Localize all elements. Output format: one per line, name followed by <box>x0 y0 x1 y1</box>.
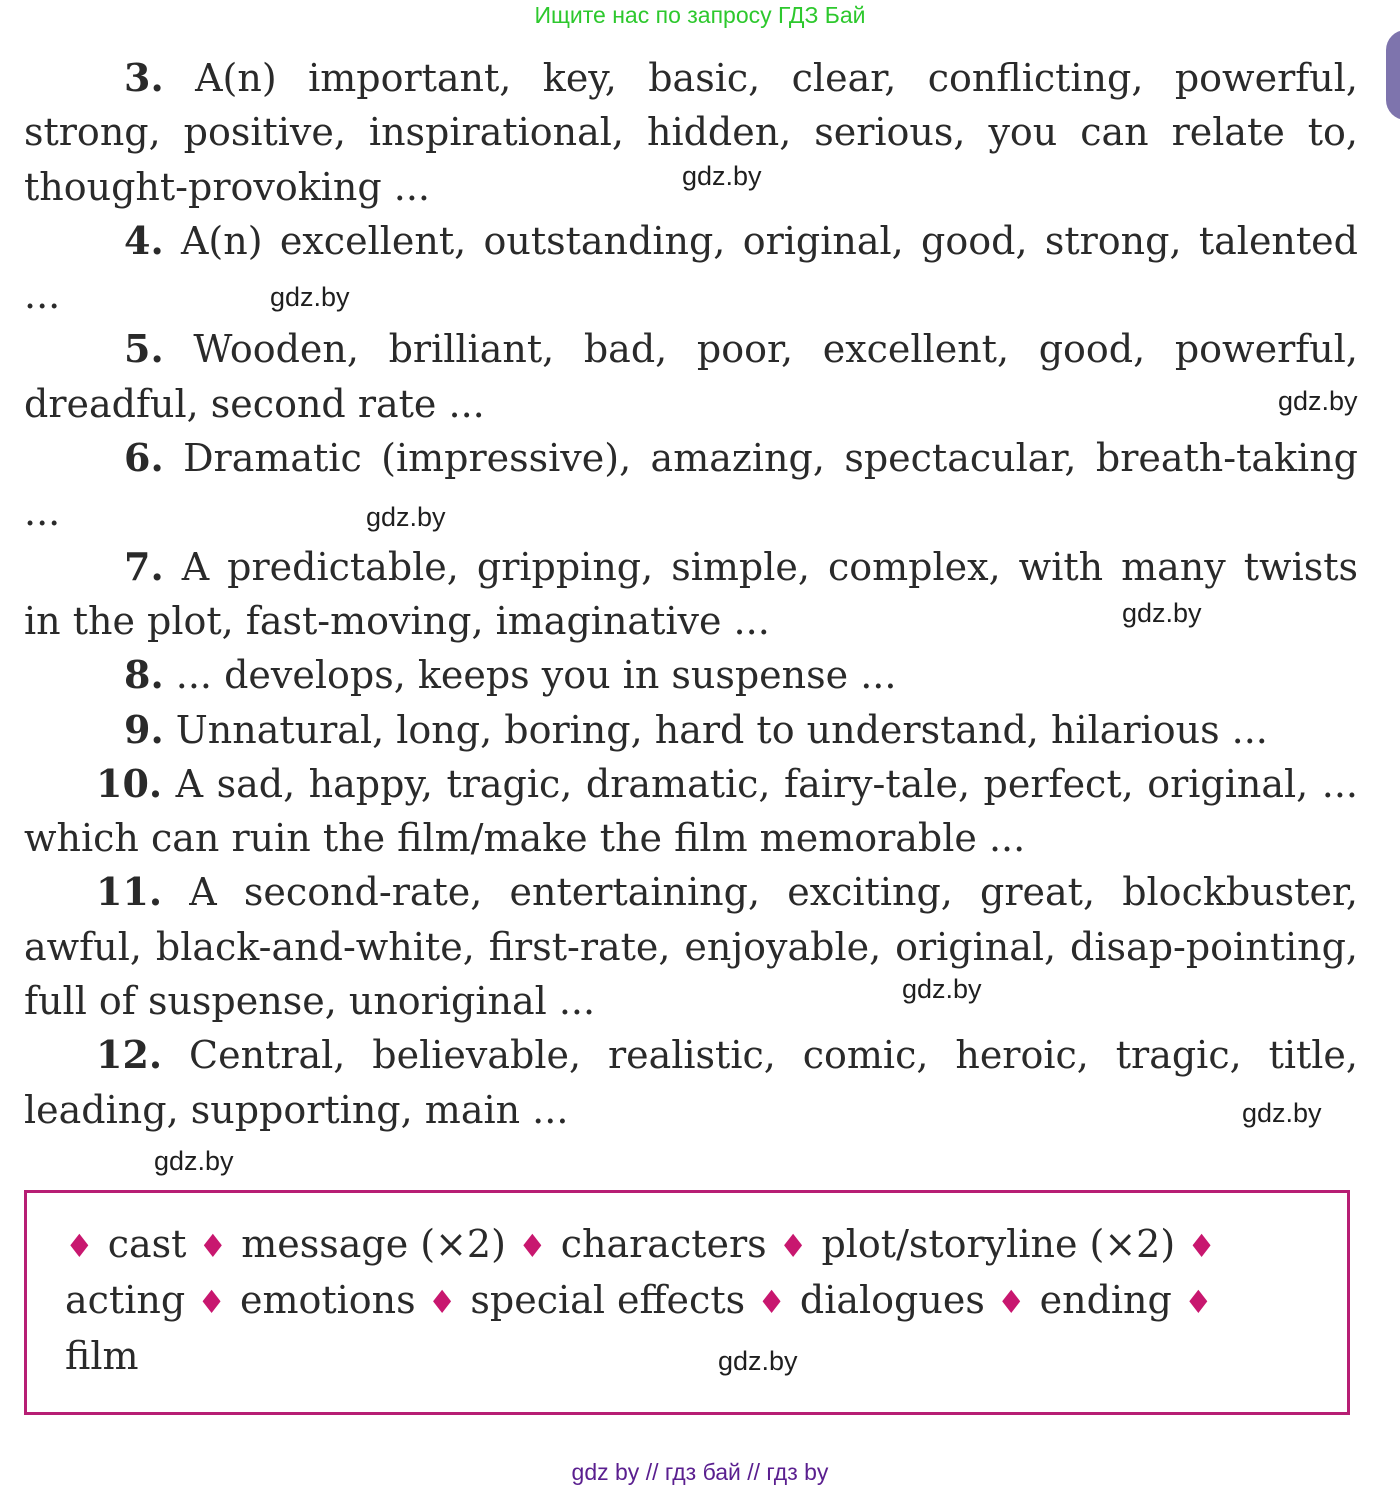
word-box-item: characters <box>560 1222 767 1266</box>
word-list <box>65 1217 1317 1383</box>
item-text: Dramatic (impressive), amazing, spectacular, breath-taking ... <box>24 436 1358 535</box>
footer-links: gdz by // гдз бай // гдз by <box>571 1459 829 1485</box>
exercise-answers <box>24 51 1358 1137</box>
answer-item-4 <box>24 214 1358 323</box>
item-text: ... develops, keeps you in suspense ... <box>163 653 897 698</box>
watermark: gdz.by <box>682 161 762 191</box>
diamond-bullet-icon: ♦ <box>996 1283 1026 1321</box>
item-number: 11. <box>96 869 163 915</box>
word-box-item: message (×2) <box>241 1222 506 1266</box>
watermark: gdz.by <box>1278 386 1358 416</box>
item-number: 9. <box>124 706 164 752</box>
answer-item-10 <box>24 757 1358 866</box>
word-box-item: special effects <box>470 1278 746 1322</box>
diamond-bullet-icon: ♦ <box>197 1283 226 1321</box>
watermark: gdz.by <box>270 282 350 312</box>
diamond-bullet-icon: ♦ <box>778 1227 808 1265</box>
diamond-bullet-icon: ♦ <box>518 1227 547 1265</box>
word-box-item: ending <box>1039 1278 1172 1322</box>
word-box-item: acting <box>65 1278 186 1322</box>
word-box-item: emotions <box>239 1278 416 1322</box>
diamond-bullet-icon: ♦ <box>757 1283 786 1321</box>
watermark: gdz.by <box>1242 1098 1322 1128</box>
word-box <box>24 1190 1350 1415</box>
item-text: A second-rate, entertaining, exciting, great, blockbuster, awful, black-and-white, first-rate, enjoyable, original, disap-pointing, full of suspense, unoriginal ... <box>24 870 1358 1024</box>
item-number: 7. <box>124 543 164 589</box>
watermark: gdz.by <box>902 974 982 1004</box>
item-number: 4. <box>124 217 164 263</box>
page-tab-marker <box>1386 30 1400 120</box>
item-text: A(n) important, key, basic, clear, conflicting, powerful, strong, positive, inspirational, hidden, serious, you can relate to, thought-provoking ... <box>24 56 1358 209</box>
item-text: A sad, happy, tragic, dramatic, fairy-tale, perfect, original, ... which can ruin the film/make the film memorable ... <box>24 761 1358 861</box>
top-banner: Ищите нас по запросу ГДЗ Бай <box>534 2 866 28</box>
word-box-item: dialogues <box>799 1278 985 1322</box>
word-box-item: film <box>65 1334 139 1378</box>
item-number: 10. <box>96 760 163 806</box>
item-number: 3. <box>124 55 164 100</box>
item-number: 8. <box>124 652 164 698</box>
watermark: gdz.by <box>718 1346 798 1376</box>
item-text: A(n) excellent, outstanding, original, good, strong, talented ... <box>24 218 1358 318</box>
answer-item-12 <box>24 1028 1358 1137</box>
answer-item-11 <box>24 865 1358 1028</box>
answer-item-9 <box>24 703 1358 757</box>
answer-item-7 <box>24 540 1358 649</box>
diamond-bullet-icon: ♦ <box>1183 1283 1213 1321</box>
item-text: Unnatural, long, boring, hard to understand, hilarious ... <box>163 707 1268 752</box>
watermark: gdz.by <box>366 502 446 532</box>
answer-item-6 <box>24 431 1358 540</box>
word-box-item: plot/storyline (×2) <box>821 1222 1176 1266</box>
watermark: gdz.by <box>154 1146 234 1176</box>
item-number: 6. <box>124 435 164 481</box>
item-text: Central, believable, realistic, comic, heroic, tragic, title, leading, supporting, main ... <box>24 1033 1358 1132</box>
answer-item-8 <box>24 648 1358 702</box>
answer-item-5 <box>24 322 1358 431</box>
item-number: 5. <box>124 326 164 372</box>
item-number: 12. <box>96 1032 163 1078</box>
item-text: A predictable, gripping, simple, complex, with many twists in the plot, fast-moving, imaginative ... <box>24 544 1358 643</box>
diamond-bullet-icon: ♦ <box>198 1227 228 1265</box>
watermark: gdz.by <box>1122 598 1202 628</box>
diamond-bullet-icon: ♦ <box>65 1227 94 1265</box>
item-text: Wooden, brilliant, bad, poor, excellent, good, powerful, dreadful, second rate ... <box>24 327 1358 426</box>
word-box-item: cast <box>107 1222 187 1266</box>
diamond-bullet-icon: ♦ <box>1187 1227 1216 1265</box>
diamond-bullet-icon: ♦ <box>427 1283 457 1321</box>
